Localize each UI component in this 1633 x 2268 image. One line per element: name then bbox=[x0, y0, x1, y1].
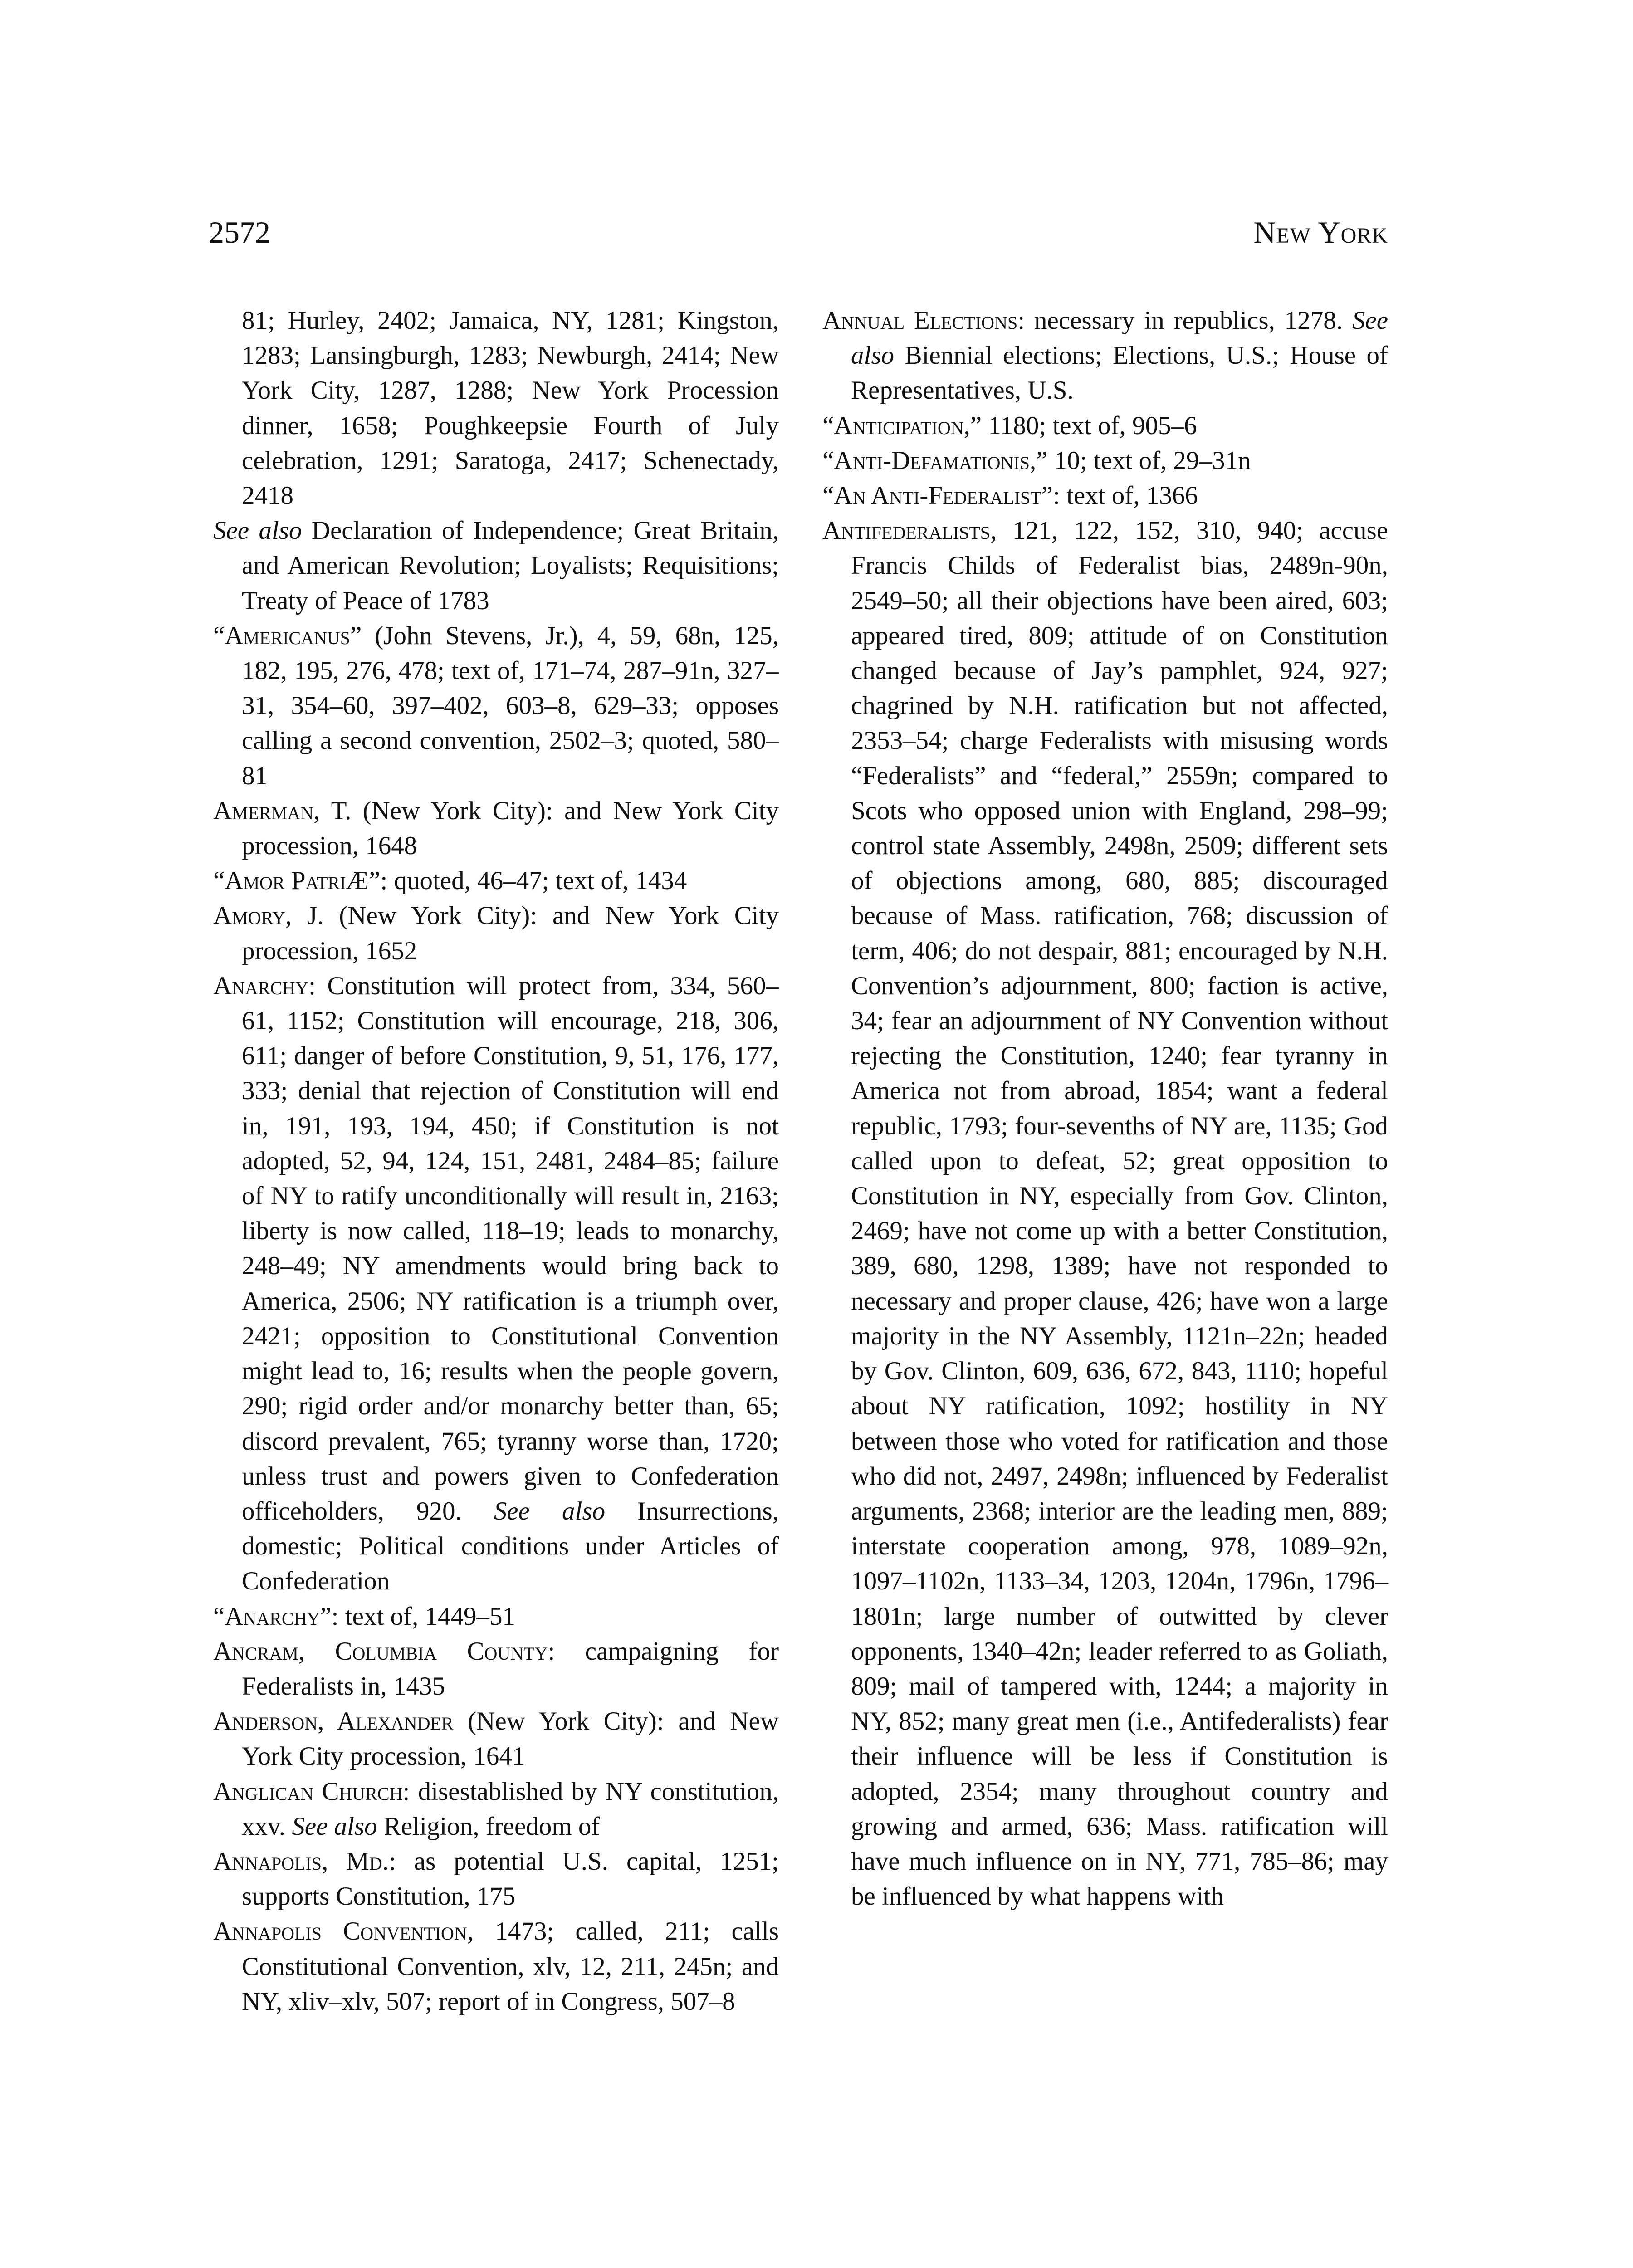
index-entry bbox=[822, 478, 1388, 513]
entry-text: (New York City): and New York City procession, 1648 bbox=[242, 796, 779, 860]
index-entry bbox=[213, 1704, 779, 1774]
entry-text: : disestablished by NY constitution, xxv. bbox=[242, 1777, 779, 1841]
entry-text: : campaigning for Federalists in, 1435 bbox=[242, 1637, 779, 1701]
entry-heading: Anderson, Alexander bbox=[213, 1707, 454, 1736]
index-entry bbox=[822, 443, 1388, 478]
entry-text: 10; text of, 29–31n bbox=[1047, 446, 1251, 475]
entry-heading: “Anti-Defamationis,” bbox=[822, 446, 1048, 475]
entry-text: : as potential U.S. capital, 1251; supports Constitution, 175 bbox=[242, 1847, 779, 1911]
index-entry bbox=[213, 1914, 779, 2019]
index-entry bbox=[213, 968, 779, 1599]
index-entry bbox=[213, 793, 779, 863]
entry-text: 1180; text of, 905–6 bbox=[982, 411, 1197, 440]
entry-text: : text of, 1449–51 bbox=[331, 1602, 515, 1631]
entry-text: (New York City): and New York City procession, 1641 bbox=[242, 1707, 779, 1771]
entry-heading: “Anarchy” bbox=[213, 1602, 332, 1631]
entry-text: (John Stevens, Jr.), 4, 59, 68n, 125, 182, 195, 276, 478; text of, 171–74, 287–91n, 327–31, 354–60, 397–402, 603–8, 629–33; opposes calling a second convention, 2502–3; quoted, 580–81 bbox=[242, 621, 779, 790]
entry-heading: Amerman, T. bbox=[213, 796, 352, 825]
index-entry bbox=[822, 513, 1388, 1914]
index-entry bbox=[822, 303, 1388, 408]
index-entry bbox=[213, 898, 779, 968]
see-also-ref: See also bbox=[461, 1496, 606, 1525]
entry-heading: Annapolis, Md. bbox=[213, 1847, 389, 1876]
entry-heading: Antifederalists bbox=[822, 516, 991, 545]
entry-text: Religion, freedom of bbox=[377, 1812, 600, 1841]
entry-text: : Constitution will protect from, 334, 560–61, 1152; Constitution will encourage, 218, 306, 611; danger of before Constitution, 9, 51, 176, 177, 333; denial that rejection of Constitution will end in, 191, 193, 194, 450; if Constitution is not adopted, 52, 94, 124, 151, 2481, 2484–85; failure of NY to ratify unconditionally will result in, 2163; liberty is now called, 118–19; leads to monarchy, 248–49; NY amendments would bring back to America, 2506; NY ratification is a triumph over, 2421; opposition to Constitutional Convention might lead to, 16; results when the people govern, 290; rigid order and/or monarchy better than, 65; discord prevalent, 765; tyranny worse than, 1720; unless trust and powers given to Confederation officeholders, 920. bbox=[242, 971, 779, 1525]
entry-heading: Ancram, Columbia County bbox=[213, 1637, 548, 1666]
see-also-ref: See also bbox=[851, 306, 1388, 370]
entry-text: Biennial elections; Elections, U.S.; House of Representatives, U.S. bbox=[851, 341, 1388, 405]
entry-heading: Annapolis Convention bbox=[213, 1917, 467, 1946]
entry-text: (New York City): and New York City procession, 1652 bbox=[242, 901, 779, 965]
entry-text: 81; Hurley, 2402; Jamaica, NY, 1281; Kingston, 1283; Lansingburgh, 1283; Newburgh, 2414; New York City, 1287, 1288; New York Procession dinner, 1658; Poughkeepsie Fourth of July celebration, 1291; Saratoga, 2417; Schenectady, 2418 bbox=[242, 306, 779, 510]
entry-heading: “Anticipation,” bbox=[822, 411, 982, 440]
entry-text: Insurrections, domestic; Political conditions under Articles of Confederation bbox=[242, 1496, 779, 1596]
index-column-right bbox=[822, 303, 1388, 1914]
entry-heading: “Amor PatriÆ” bbox=[213, 866, 381, 895]
index-entry bbox=[213, 863, 779, 898]
entry-text: , 121, 122, 152, 310, 940; accuse Francis Childs of Federalist bias, 2489n-90n, 2549–50; all their objections have been aired, 603; appeared tired, 809; attitude of on Constitution changed because of Jay’s pamphlet, 924, 927; chagrined by N.H. ratification but not affected, 2353–54; charge Federalists with misusing words “Federalists” and “federal,” 2559n; compared to Scots who opposed union with England, 298–99; control state Assembly, 2498n, 2509; different sets of objections among, 680, 885; discouraged because of Mass. ratification, 768; discussion of term, 406; do not despair, 881; encouraged by N.H. Convention’s adjournment, 800; faction is active, 34; fear an adjournment of NY Convention without rejecting the Constitution, 1240; fear tyranny in America not from abroad, 1854; want a federal republic, 1793; four-sevenths of NY are, 1135; God called upon to defeat, 52; great opposition to Constitution in NY, especially from Gov. Clinton, 2469; have not come up with a better Constitution, 389, 680, 1298, 1389; have not responded to necessary and proper clause, 426; have won a large majority in the NY Assembly, 1121n–22n; headed by Gov. Clinton, 609, 636, 672, 843, 1110; hopeful about NY ratification, 1092; hostility in NY between those who voted for ratification and those who did not, 2497, 2498n; influenced by Federalist arguments, 2368; interior are the leading men, 889; interstate cooperation among, 978, 1089–92n, 1097–1102n, 1133–34, 1203, 1204n, 1796n, 1796–1801n; large number of outwitted by clever opponents, 1340–42n; leader referred to as Goliath, 809; mail of tampered with, 1244; a majority in NY, 852; many great men (i.e., Antifederalists) fear their influence will be less if Constitution is adopted, 2354; many throughout country and growing and armed, 636; Mass. ratification will have much influence on in NY, 771, 785–86; may be influenced by what happens with bbox=[851, 516, 1388, 1911]
entry-heading: Anarchy bbox=[213, 971, 309, 1000]
index-entry bbox=[213, 1774, 779, 1844]
index-entry bbox=[213, 1634, 779, 1704]
entry-heading: “Americanus” bbox=[213, 621, 362, 650]
entry-text: : quoted, 46–47; text of, 1434 bbox=[380, 866, 687, 895]
see-also-ref: See also bbox=[213, 516, 302, 545]
index-entry bbox=[822, 408, 1388, 443]
index-column-left bbox=[213, 303, 779, 2019]
see-also-ref: See also bbox=[285, 1812, 377, 1841]
index-entry bbox=[213, 1599, 779, 1634]
entry-text: : necessary in republics, 1278. bbox=[1017, 306, 1343, 335]
entry-heading: Anglican Church bbox=[213, 1777, 403, 1806]
index-entry bbox=[213, 513, 779, 618]
running-head: New York bbox=[1253, 215, 1388, 249]
entry-text: , 1473; called, 211; calls Constitutional Convention, xlv, 12, 211, 245n; and NY, xliv–xlv, 507; report of in Congress, 507–8 bbox=[242, 1917, 779, 2016]
entry-heading: “An Anti-Federalist” bbox=[822, 481, 1053, 510]
page-number: 2572 bbox=[209, 215, 270, 249]
entry-text: Declaration of Independence; Great Britain, and American Revolution; Loyalists; Requisitions; Treaty of Peace of 1783 bbox=[242, 516, 779, 615]
entry-heading: Annual Elections bbox=[822, 306, 1018, 335]
entry-text: : text of, 1366 bbox=[1053, 481, 1198, 510]
index-entry bbox=[213, 303, 779, 513]
index-entry bbox=[213, 618, 779, 793]
entry-heading: Amory, J. bbox=[213, 901, 324, 930]
index-entry bbox=[213, 1844, 779, 1914]
